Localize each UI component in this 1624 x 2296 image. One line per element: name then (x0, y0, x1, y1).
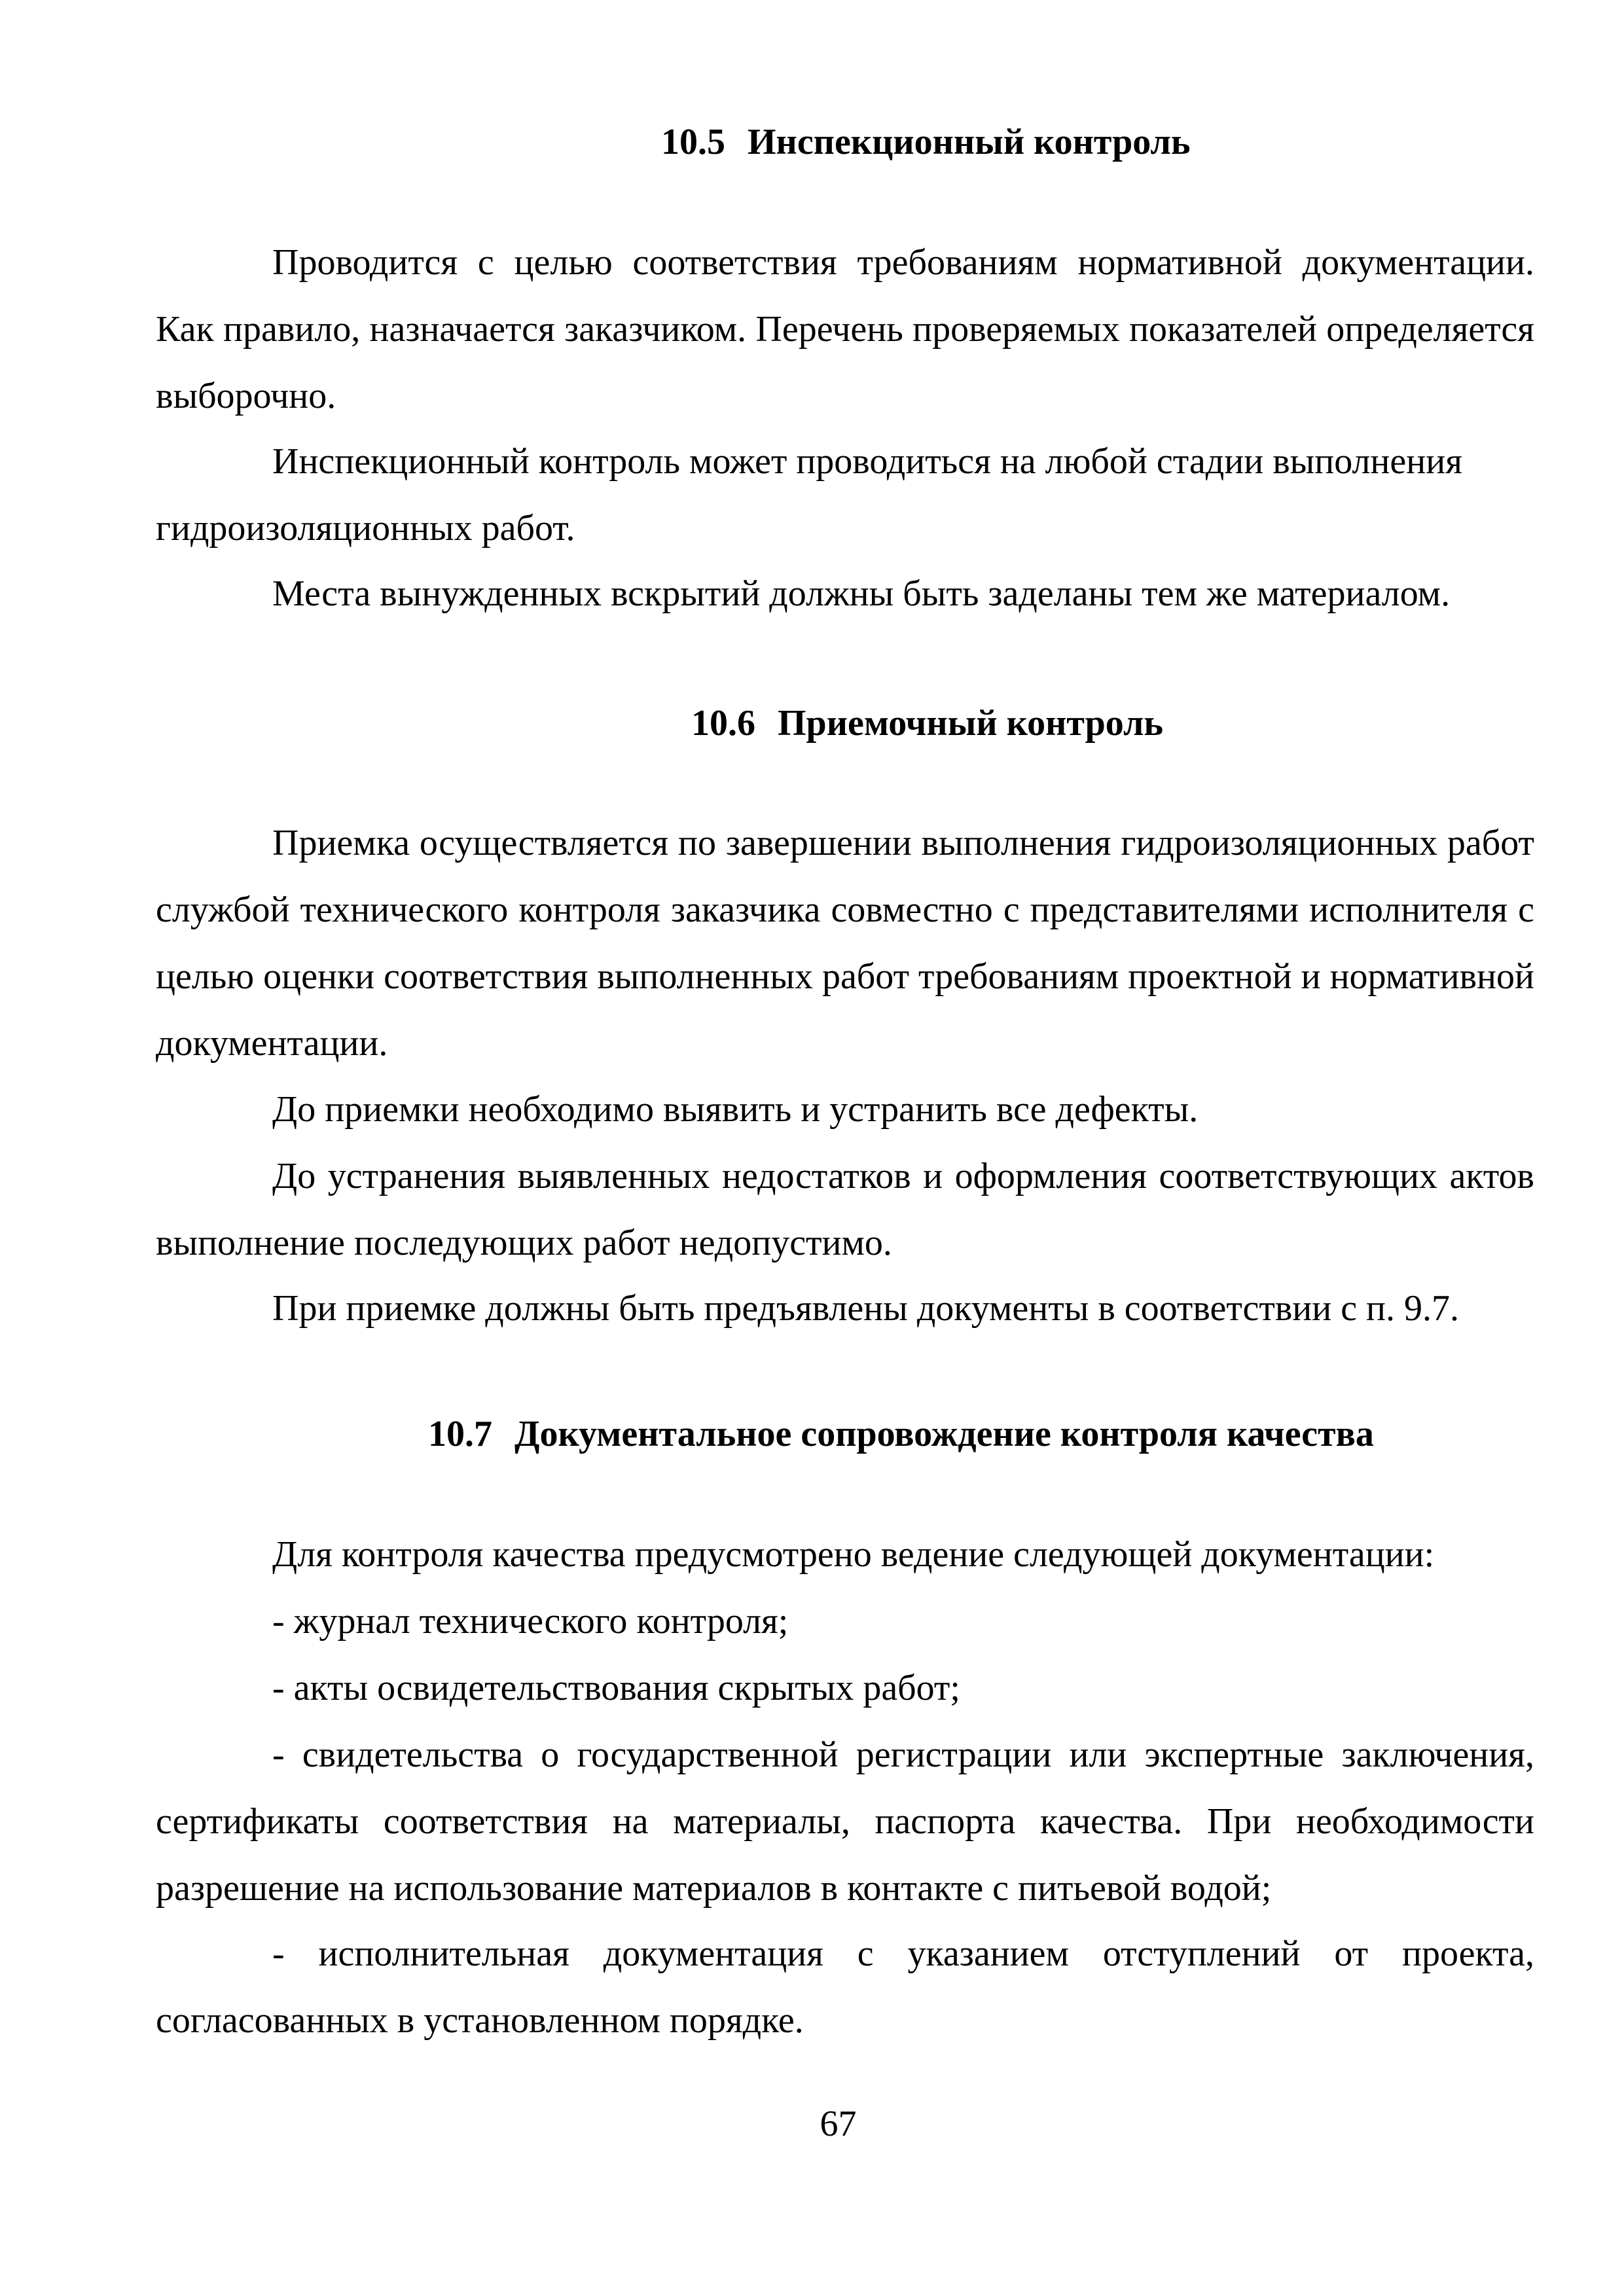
section-title: Приемочный контроль (778, 703, 1164, 744)
list-item: - исполнительная документация с указанием отступлений от проекта, согласованных в установленном порядке. (156, 1933, 1534, 2041)
section-number: 10.7 (428, 1414, 492, 1454)
paragraph: До приемки необходимо выявить и устранить все дефекты. (272, 1089, 1199, 1130)
paragraph: При приемке должны быть предъявлены документы в соответствии с п. 9.7. (272, 1288, 1460, 1329)
paragraph: Проводится с целью соответствия требованиям нормативной документации. Как правило, назначается заказчиком. Перечень проверяемых показателей определяется выборочно. (156, 242, 1534, 416)
section-title: Инспекционный контроль (748, 122, 1191, 162)
list-item: - акты освидетельствования скрытых работ; (272, 1668, 960, 1708)
paragraph: До устранения выявленных недостатков и оформления соответствующих актов выполнение последующих работ недопустимо. (156, 1156, 1534, 1263)
paragraph: Инспекционный контроль может проводиться на любой стадии выполнения гидроизоляционных работ. (156, 441, 1462, 548)
list-item: - свидетельства о государственной регистрации или экспертные заключения, сертификаты соответствия на материалы, паспорта качества. При необходимости разрешение на использование материалов в контакте с питьевой водой; (156, 1734, 1534, 1909)
page-number: 67 (820, 2104, 857, 2144)
paragraph: Места вынужденных вскрытий должны быть заделаны тем же материалом. (272, 573, 1451, 614)
paragraph: Приемка осуществляется по завершении выполнения гидроизоляционных работ службой технического контроля заказчика совместно с представителями исполнителя с целью оценки соответствия выполненных работ требованиям проектной и нормативной документации. (156, 823, 1534, 1064)
section-heading-10-7 (428, 1411, 1374, 1457)
list-item: - журнал технического контроля; (272, 1601, 789, 1641)
section-number: 10.5 (661, 122, 725, 162)
paragraph: Для контроля качества предусмотрено ведение следующей документации: (272, 1534, 1435, 1575)
section-title: Документальное сопровождение контроля качества (514, 1414, 1374, 1454)
section-heading-10-6 (691, 700, 1163, 746)
section-number: 10.6 (691, 703, 755, 744)
section-heading-10-5 (661, 119, 1191, 165)
